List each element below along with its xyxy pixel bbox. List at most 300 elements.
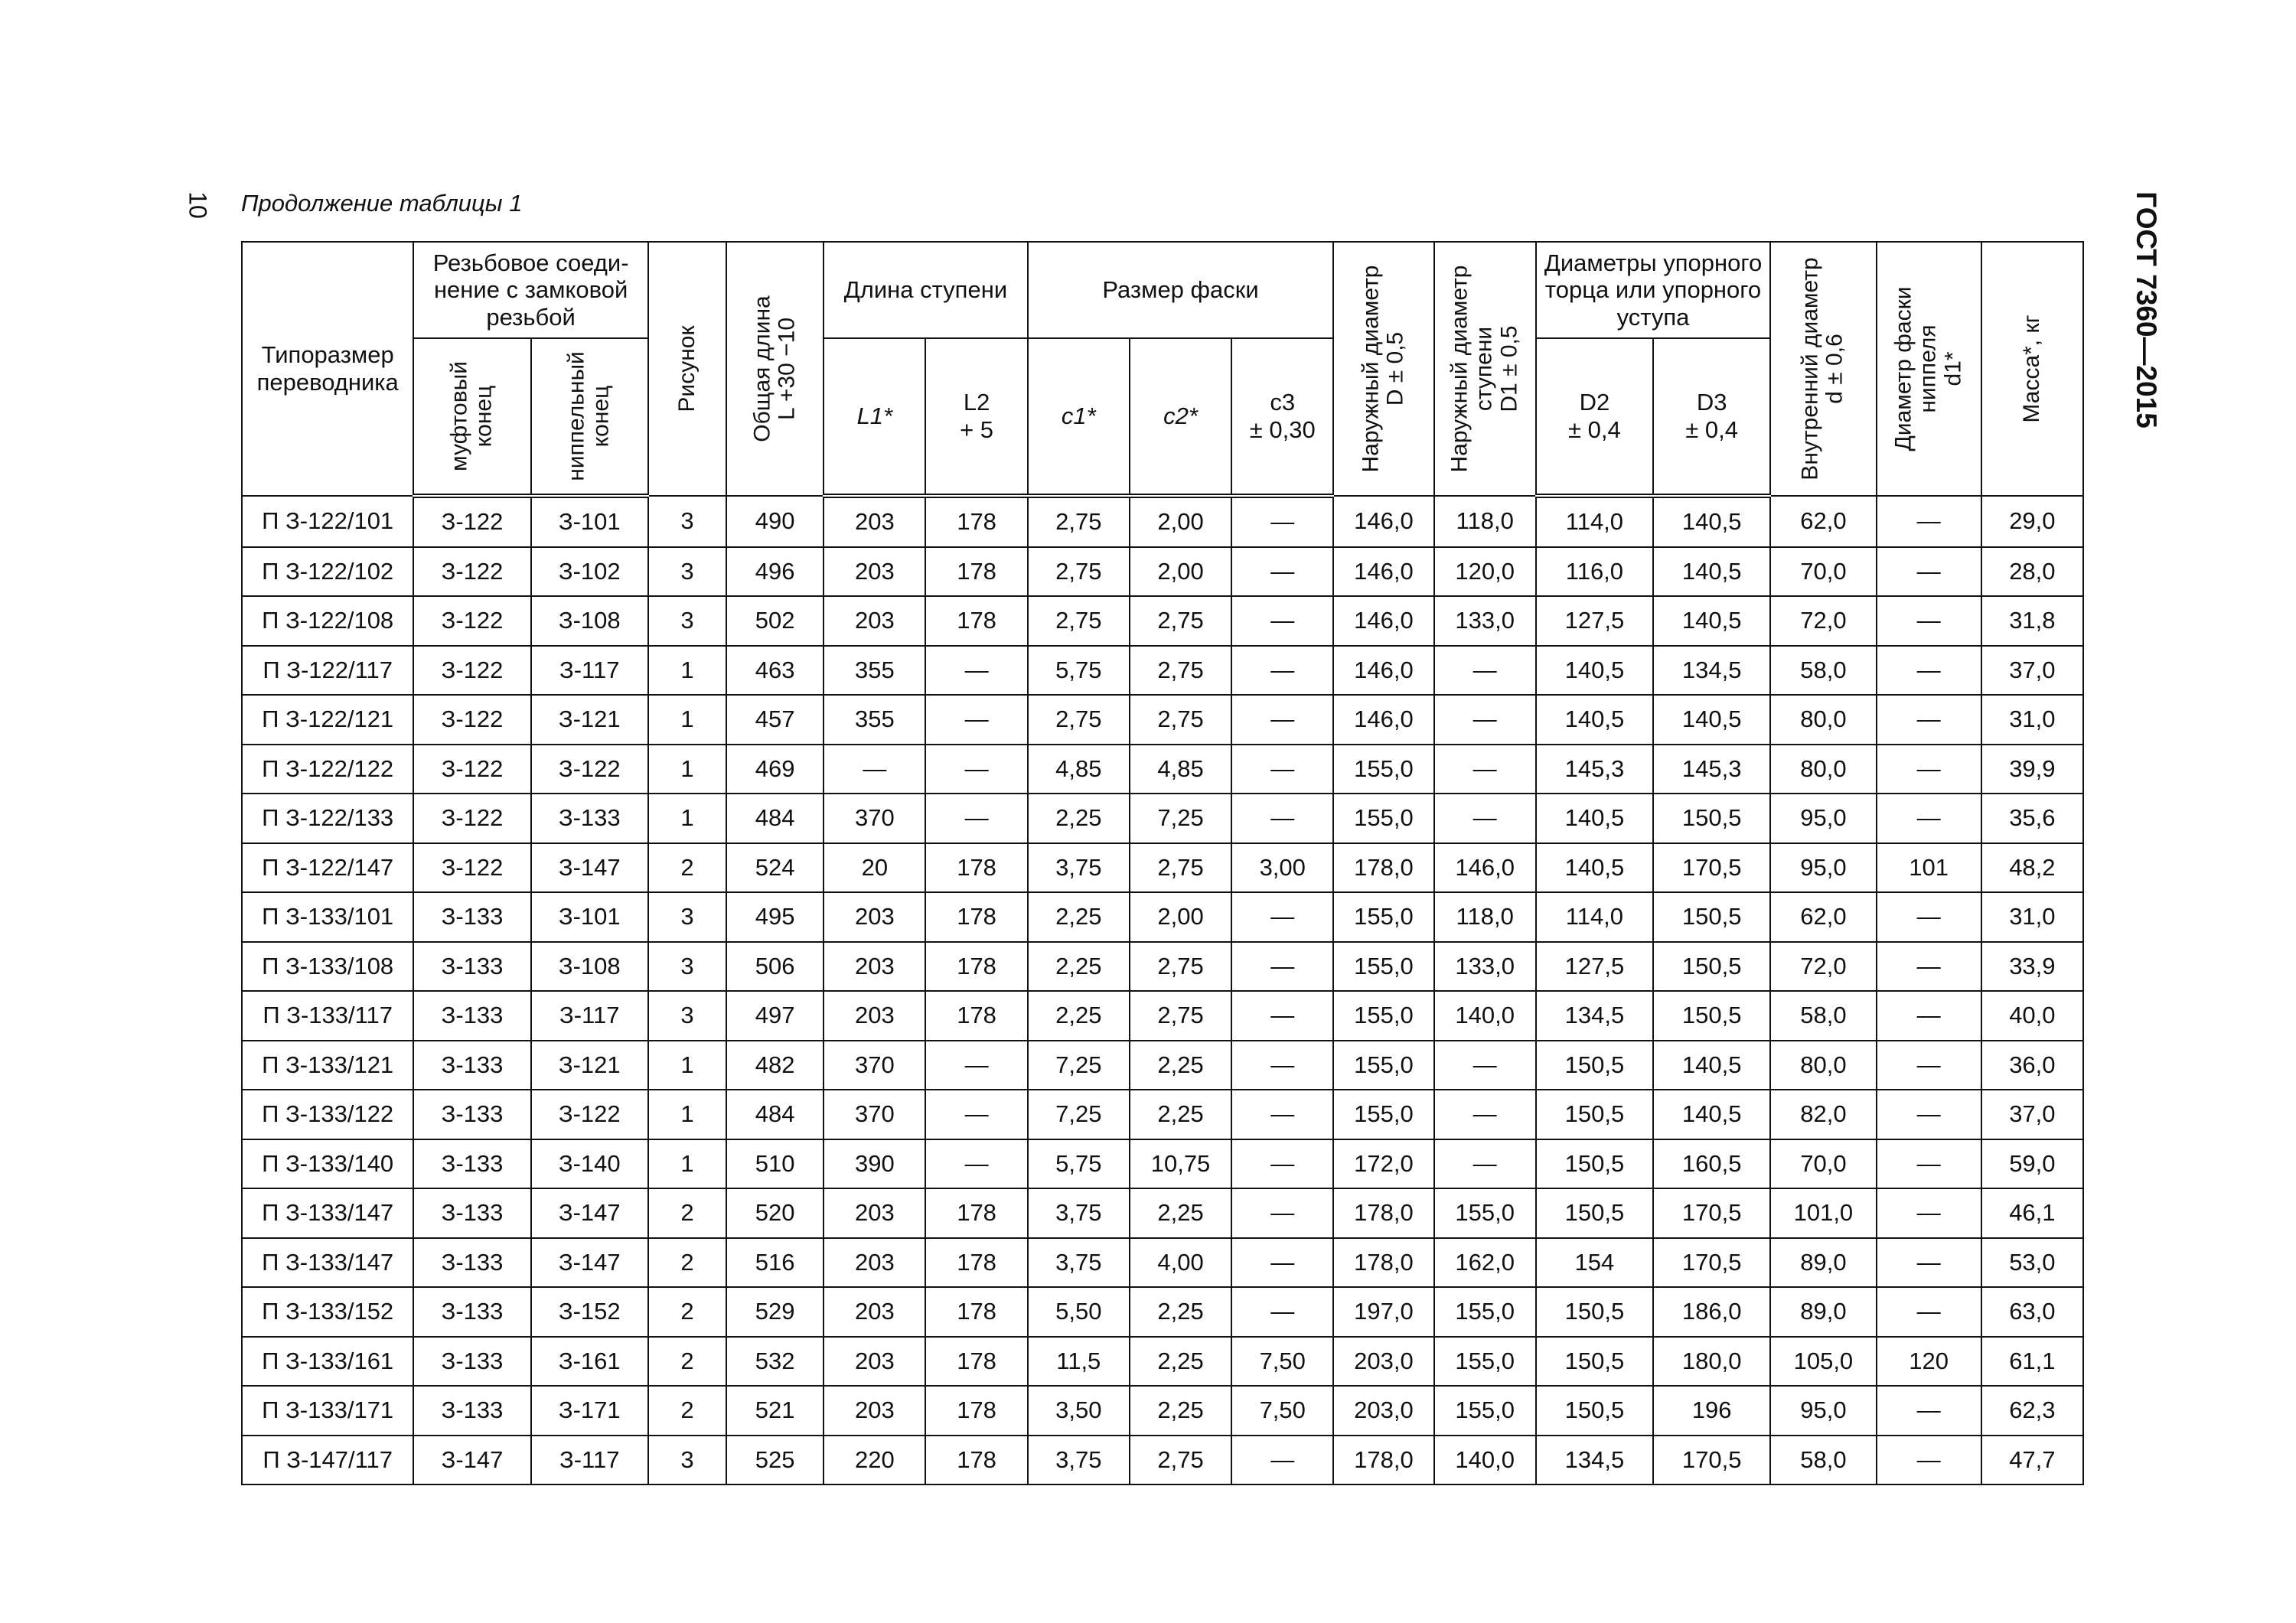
table-cell: — xyxy=(1231,1188,1333,1238)
table-cell: З-133 xyxy=(413,1090,530,1139)
table-cell: 120 xyxy=(1877,1337,1981,1387)
table-cell: — xyxy=(925,1090,1027,1139)
table-cell: П З-147/117 xyxy=(242,1436,413,1485)
table-cell: З-161 xyxy=(531,1337,648,1387)
table-cell: 11,5 xyxy=(1028,1337,1130,1387)
table-cell: — xyxy=(1434,745,1536,794)
table-row xyxy=(242,942,2083,992)
table-cell: 1 xyxy=(648,1139,726,1189)
table-cell: 37,0 xyxy=(1981,646,2083,696)
col-D3: D3 ± 0,4 xyxy=(1653,338,1770,496)
table-cell: 370 xyxy=(823,794,925,843)
table-cell: 2 xyxy=(648,843,726,893)
table-cell: — xyxy=(1877,942,1981,992)
table-row xyxy=(242,794,2083,843)
table-cell: 370 xyxy=(823,1041,925,1090)
table-cell: 29,0 xyxy=(1981,496,2083,547)
table-cell: 31,8 xyxy=(1981,596,2083,646)
col-outer-diameter: Наружный диаметр D ± 0,5 xyxy=(1333,242,1433,496)
table-cell: 2 xyxy=(648,1188,726,1238)
table-cell: З-122 xyxy=(413,547,530,597)
table-cell: — xyxy=(1877,794,1981,843)
table-cell: З-122 xyxy=(531,1090,648,1139)
table-cell: 95,0 xyxy=(1770,794,1876,843)
table-row xyxy=(242,695,2083,745)
table-cell: 150,5 xyxy=(1536,1287,1653,1337)
table-cell: 3 xyxy=(648,547,726,597)
table-cell: 155,0 xyxy=(1333,892,1433,942)
table-cell: 2,25 xyxy=(1130,1337,1231,1387)
table-cell: 178,0 xyxy=(1333,1436,1433,1485)
table-cell: 70,0 xyxy=(1770,1139,1876,1189)
table-cell: 178 xyxy=(925,496,1027,547)
table-cell: — xyxy=(1877,1041,1981,1090)
table-cell: 146,0 xyxy=(1333,496,1433,547)
table-cell: 150,5 xyxy=(1653,794,1770,843)
table-cell: З-122 xyxy=(413,496,530,547)
table-row xyxy=(242,1188,2083,1238)
table-cell: З-147 xyxy=(531,843,648,893)
table-cell: 58,0 xyxy=(1770,646,1876,696)
table-cell: 62,0 xyxy=(1770,892,1876,942)
table-cell: 58,0 xyxy=(1770,1436,1876,1485)
table-cell: З-133 xyxy=(413,991,530,1041)
table-cell: 532 xyxy=(726,1337,823,1387)
table-cell: — xyxy=(925,1139,1027,1189)
table-cell: 355 xyxy=(823,646,925,696)
table-cell: З-108 xyxy=(531,596,648,646)
table-cell: 197,0 xyxy=(1333,1287,1433,1337)
table-cell: 2,25 xyxy=(1028,794,1130,843)
table-cell: 155,0 xyxy=(1434,1287,1536,1337)
table-cell: 170,5 xyxy=(1653,1188,1770,1238)
table-cell: 1 xyxy=(648,745,726,794)
table-cell: 3,75 xyxy=(1028,1188,1130,1238)
table-cell: 203 xyxy=(823,1386,925,1436)
table-cell: 463 xyxy=(726,646,823,696)
table-cell: — xyxy=(1231,496,1333,547)
table-cell: 35,6 xyxy=(1981,794,2083,843)
table-cell: 178,0 xyxy=(1333,1188,1433,1238)
table-cell: З-133 xyxy=(413,1386,530,1436)
table-cell: З-147 xyxy=(531,1188,648,1238)
table-cell: 37,0 xyxy=(1981,1090,2083,1139)
table-cell: 178 xyxy=(925,843,1027,893)
table-cell: 490 xyxy=(726,496,823,547)
table-cell: 2,25 xyxy=(1130,1287,1231,1337)
table-cell: З-117 xyxy=(531,991,648,1041)
table-cell: П З-122/121 xyxy=(242,695,413,745)
table-cell: — xyxy=(1877,695,1981,745)
table-cell: 155,0 xyxy=(1434,1188,1536,1238)
table-cell: — xyxy=(1231,1041,1333,1090)
table-cell: — xyxy=(1231,1287,1333,1337)
table-cell: 2 xyxy=(648,1287,726,1337)
table-cell: 496 xyxy=(726,547,823,597)
table-continuation-caption: Продолжение таблицы 1 xyxy=(241,190,523,217)
table-cell: — xyxy=(1877,1287,1981,1337)
table-cell: 469 xyxy=(726,745,823,794)
table-cell: 2,75 xyxy=(1028,547,1130,597)
table-cell: — xyxy=(1877,1188,1981,1238)
table-cell: 5,75 xyxy=(1028,1139,1130,1189)
table-cell: З-133 xyxy=(413,1337,530,1387)
table-cell: 2,75 xyxy=(1130,843,1231,893)
table-cell: 146,0 xyxy=(1434,843,1536,893)
table-cell: 7,25 xyxy=(1028,1041,1130,1090)
table-row xyxy=(242,1337,2083,1387)
table-cell: — xyxy=(1434,1139,1536,1189)
table-cell: 203 xyxy=(823,892,925,942)
table-cell: — xyxy=(1877,496,1981,547)
col-figure: Рисунок xyxy=(648,242,726,496)
page-number: 10 xyxy=(184,191,212,219)
table-row xyxy=(242,1041,2083,1090)
table-cell: 146,0 xyxy=(1333,596,1433,646)
table-cell: 58,0 xyxy=(1770,991,1876,1041)
col-group-thread: Резьбовое соеди- нение с замковой резьбой xyxy=(413,242,648,338)
table-cell: 146,0 xyxy=(1333,646,1433,696)
table-cell: 2,75 xyxy=(1130,646,1231,696)
table-cell: З-102 xyxy=(531,547,648,597)
table-cell: 63,0 xyxy=(1981,1287,2083,1337)
col-L2: L2 + 5 xyxy=(925,338,1027,496)
table-cell: 457 xyxy=(726,695,823,745)
table-cell: — xyxy=(1877,1436,1981,1485)
table-cell: 150,5 xyxy=(1653,892,1770,942)
table-cell: 2,75 xyxy=(1130,596,1231,646)
table-cell: З-140 xyxy=(531,1139,648,1189)
table-cell: — xyxy=(925,745,1027,794)
table-cell: 1 xyxy=(648,794,726,843)
table-cell: 2,75 xyxy=(1130,991,1231,1041)
table-cell: 203 xyxy=(823,547,925,597)
table-cell: 178 xyxy=(925,942,1027,992)
table-cell: 72,0 xyxy=(1770,942,1876,992)
table-cell: З-133 xyxy=(413,1287,530,1337)
table-cell: 2,25 xyxy=(1130,1041,1231,1090)
table-cell: 3 xyxy=(648,496,726,547)
table-cell: 70,0 xyxy=(1770,547,1876,597)
table-cell: — xyxy=(1877,1238,1981,1288)
table-cell: П З-122/147 xyxy=(242,843,413,893)
col-group-shoulder: Диаметры упорного торца или упорного уступа xyxy=(1536,242,1771,338)
table-cell: 150,5 xyxy=(1536,1337,1653,1387)
table-cell: П З-133/122 xyxy=(242,1090,413,1139)
table-cell: 114,0 xyxy=(1536,892,1653,942)
table-cell: 203 xyxy=(823,1287,925,1337)
table-cell: 89,0 xyxy=(1770,1238,1876,1288)
table-cell: 3,00 xyxy=(1231,843,1333,893)
col-c1: c1* xyxy=(1028,338,1130,496)
table-cell: П З-122/117 xyxy=(242,646,413,696)
table-cell: 178,0 xyxy=(1333,843,1433,893)
table-cell: 2,25 xyxy=(1130,1090,1231,1139)
col-group-chamfer: Размер фаски xyxy=(1028,242,1334,338)
table-cell: 172,0 xyxy=(1333,1139,1433,1189)
table-cell: 140,5 xyxy=(1536,695,1653,745)
table-cell: — xyxy=(1231,695,1333,745)
table-cell: 521 xyxy=(726,1386,823,1436)
table-cell: З-122 xyxy=(413,843,530,893)
table-cell: З-152 xyxy=(531,1287,648,1337)
table-cell: 3 xyxy=(648,1436,726,1485)
adapter-table xyxy=(241,241,2084,1485)
table-cell: 154 xyxy=(1536,1238,1653,1288)
table-cell: 170,5 xyxy=(1653,1238,1770,1288)
table-cell: 134,5 xyxy=(1653,646,1770,696)
table-cell: П З-122/101 xyxy=(242,496,413,547)
table-cell: 36,0 xyxy=(1981,1041,2083,1090)
table-cell: 118,0 xyxy=(1434,892,1536,942)
table-cell: 145,3 xyxy=(1536,745,1653,794)
table-cell: 3,75 xyxy=(1028,1436,1130,1485)
table-cell: 178 xyxy=(925,1386,1027,1436)
table-cell: — xyxy=(1231,596,1333,646)
table-cell: 155,0 xyxy=(1333,942,1433,992)
table-cell: 5,50 xyxy=(1028,1287,1130,1337)
table-cell: З-108 xyxy=(531,942,648,992)
table-cell: 162,0 xyxy=(1434,1238,1536,1288)
table-cell: П З-122/122 xyxy=(242,745,413,794)
table-cell: 178 xyxy=(925,1436,1027,1485)
table-row xyxy=(242,646,2083,696)
table-header xyxy=(242,242,2083,496)
table-row xyxy=(242,1139,2083,1189)
table-cell: 120,0 xyxy=(1434,547,1536,597)
table-cell: 178 xyxy=(925,991,1027,1041)
table-cell: 145,3 xyxy=(1653,745,1770,794)
table-row xyxy=(242,843,2083,893)
col-box-end: муфтовый конец xyxy=(413,338,530,496)
table-cell: 140,5 xyxy=(1653,1041,1770,1090)
table-cell: 2,00 xyxy=(1130,547,1231,597)
table-cell: 2,25 xyxy=(1028,892,1130,942)
table-cell: 170,5 xyxy=(1653,843,1770,893)
table-row xyxy=(242,1090,2083,1139)
table-cell: 155,0 xyxy=(1333,1041,1433,1090)
table-cell: 180,0 xyxy=(1653,1337,1770,1387)
table-cell: — xyxy=(1231,1238,1333,1288)
table-cell: 7,50 xyxy=(1231,1386,1333,1436)
table-cell: 7,25 xyxy=(1130,794,1231,843)
table-cell: 170,5 xyxy=(1653,1436,1770,1485)
table-cell: 155,0 xyxy=(1333,745,1433,794)
table-cell: 497 xyxy=(726,991,823,1041)
table-cell: 3,75 xyxy=(1028,843,1130,893)
table-cell: З-133 xyxy=(413,942,530,992)
table-cell: 3,50 xyxy=(1028,1386,1130,1436)
col-pin-chamfer-diameter: Диаметр фаски ниппеля d1* xyxy=(1877,242,1981,496)
table-cell: 3 xyxy=(648,991,726,1041)
table-cell: 80,0 xyxy=(1770,695,1876,745)
table-cell: 20 xyxy=(823,843,925,893)
table-cell: 95,0 xyxy=(1770,1386,1876,1436)
table-cell: 140,0 xyxy=(1434,1436,1536,1485)
table-cell: 203,0 xyxy=(1333,1386,1433,1436)
col-c2: c2* xyxy=(1130,338,1231,496)
table-cell: 186,0 xyxy=(1653,1287,1770,1337)
table-cell: 95,0 xyxy=(1770,843,1876,893)
table-cell: 4,85 xyxy=(1028,745,1130,794)
table-row xyxy=(242,1238,2083,1288)
table-cell: 3,75 xyxy=(1028,1238,1130,1288)
col-group-step-length: Длина ступени xyxy=(823,242,1027,338)
table-cell: 150,5 xyxy=(1653,942,1770,992)
col-L1: L1* xyxy=(823,338,925,496)
table-cell: 484 xyxy=(726,1090,823,1139)
table-cell: 31,0 xyxy=(1981,892,2083,942)
table-cell: 178 xyxy=(925,596,1027,646)
table-cell: 140,5 xyxy=(1536,646,1653,696)
table-cell: — xyxy=(1231,794,1333,843)
table-cell: 178 xyxy=(925,1238,1027,1288)
table-cell: 46,1 xyxy=(1981,1188,2083,1238)
table-row xyxy=(242,991,2083,1041)
table-cell: 2 xyxy=(648,1238,726,1288)
table-cell: — xyxy=(1231,991,1333,1041)
table-cell: 178 xyxy=(925,547,1027,597)
table-cell: 220 xyxy=(823,1436,925,1485)
table-cell: 114,0 xyxy=(1536,496,1653,547)
table-cell: — xyxy=(1434,646,1536,696)
table-cell: 146,0 xyxy=(1333,547,1433,597)
table-cell: 47,7 xyxy=(1981,1436,2083,1485)
table-cell: — xyxy=(925,695,1027,745)
table-cell: 28,0 xyxy=(1981,547,2083,597)
table-cell: 2 xyxy=(648,1337,726,1387)
table-cell: 520 xyxy=(726,1188,823,1238)
table-cell: 196 xyxy=(1653,1386,1770,1436)
table-cell: 516 xyxy=(726,1238,823,1288)
table-cell: З-117 xyxy=(531,646,648,696)
table-cell: З-133 xyxy=(413,1188,530,1238)
table-cell: — xyxy=(1877,892,1981,942)
table-cell: П З-133/121 xyxy=(242,1041,413,1090)
table-cell: 2 xyxy=(648,1386,726,1436)
table-cell: 4,00 xyxy=(1130,1238,1231,1288)
table-row xyxy=(242,745,2083,794)
table-cell: 370 xyxy=(823,1090,925,1139)
table-cell: 133,0 xyxy=(1434,942,1536,992)
table-cell: 140,5 xyxy=(1536,794,1653,843)
col-D2: D2 ± 0,4 xyxy=(1536,338,1653,496)
table-cell: 62,3 xyxy=(1981,1386,2083,1436)
table-cell: 502 xyxy=(726,596,823,646)
table-cell: 2,25 xyxy=(1028,942,1130,992)
table-cell: П З-122/102 xyxy=(242,547,413,597)
table-cell: 2,75 xyxy=(1130,942,1231,992)
table-cell: 203 xyxy=(823,596,925,646)
table-cell: З-133 xyxy=(413,1238,530,1288)
table-cell: 150,5 xyxy=(1653,991,1770,1041)
table-cell: 155,0 xyxy=(1333,1090,1433,1139)
table-cell: З-122 xyxy=(413,745,530,794)
table-cell: 2,25 xyxy=(1028,991,1130,1041)
table-cell: — xyxy=(1231,892,1333,942)
table-cell: З-122 xyxy=(413,646,530,696)
table-cell: З-133 xyxy=(413,892,530,942)
table-cell: 33,9 xyxy=(1981,942,2083,992)
table-cell: 203 xyxy=(823,942,925,992)
table-cell: 390 xyxy=(823,1139,925,1189)
table-cell: — xyxy=(1231,942,1333,992)
table-cell: 140,5 xyxy=(1653,1090,1770,1139)
table-cell: — xyxy=(1877,745,1981,794)
table-cell: 2,00 xyxy=(1130,496,1231,547)
table-cell: — xyxy=(1231,1139,1333,1189)
table-cell: 3 xyxy=(648,942,726,992)
table-cell: 48,2 xyxy=(1981,843,2083,893)
table-cell: — xyxy=(1231,1090,1333,1139)
table-cell: 150,5 xyxy=(1536,1139,1653,1189)
table-cell: З-122 xyxy=(413,596,530,646)
table-cell: 2,00 xyxy=(1130,892,1231,942)
table-cell: З-122 xyxy=(531,745,648,794)
table-cell: 2,25 xyxy=(1130,1386,1231,1436)
table-cell: 1 xyxy=(648,646,726,696)
table-cell: 40,0 xyxy=(1981,991,2083,1041)
table-cell: З-133 xyxy=(413,1139,530,1189)
table-cell: 510 xyxy=(726,1139,823,1189)
table-row xyxy=(242,596,2083,646)
table-cell: 105,0 xyxy=(1770,1337,1876,1387)
table-cell: 127,5 xyxy=(1536,596,1653,646)
table-cell: 203,0 xyxy=(1333,1337,1433,1387)
table-cell: — xyxy=(823,745,925,794)
table-cell: З-133 xyxy=(413,1041,530,1090)
table-cell: 89,0 xyxy=(1770,1287,1876,1337)
table-cell: 5,75 xyxy=(1028,646,1130,696)
table-cell: 155,0 xyxy=(1333,991,1433,1041)
table-cell: 525 xyxy=(726,1436,823,1485)
table-cell: 178 xyxy=(925,892,1027,942)
table-cell: 82,0 xyxy=(1770,1090,1876,1139)
table-cell: З-147 xyxy=(531,1238,648,1288)
table-cell: 72,0 xyxy=(1770,596,1876,646)
table-cell: 140,0 xyxy=(1434,991,1536,1041)
table-cell: З-122 xyxy=(413,695,530,745)
table-cell: 150,5 xyxy=(1536,1041,1653,1090)
table-cell: П З-133/147 xyxy=(242,1188,413,1238)
table-cell: 178,0 xyxy=(1333,1238,1433,1288)
table-cell: З-147 xyxy=(413,1436,530,1485)
table-cell: 7,50 xyxy=(1231,1337,1333,1387)
table-cell: — xyxy=(1434,1090,1536,1139)
table-cell: — xyxy=(1877,1090,1981,1139)
table-cell: 140,5 xyxy=(1653,547,1770,597)
table-cell: — xyxy=(1231,1436,1333,1485)
table-cell: 155,0 xyxy=(1434,1337,1536,1387)
table-cell: 62,0 xyxy=(1770,496,1876,547)
table-cell: П З-133/108 xyxy=(242,942,413,992)
table-cell: 31,0 xyxy=(1981,695,2083,745)
table-row xyxy=(242,547,2083,597)
table-cell: — xyxy=(1877,991,1981,1041)
table-cell: 59,0 xyxy=(1981,1139,2083,1189)
table-cell: 4,85 xyxy=(1130,745,1231,794)
table-cell: 80,0 xyxy=(1770,1041,1876,1090)
table-cell: 140,5 xyxy=(1653,496,1770,547)
table-cell: 178 xyxy=(925,1188,1027,1238)
table-cell: 61,1 xyxy=(1981,1337,2083,1387)
table-cell: 101 xyxy=(1877,843,1981,893)
table-cell: 355 xyxy=(823,695,925,745)
table-cell: 506 xyxy=(726,942,823,992)
table-cell: 134,5 xyxy=(1536,991,1653,1041)
table-cell: — xyxy=(1877,1386,1981,1436)
table-cell: 118,0 xyxy=(1434,496,1536,547)
